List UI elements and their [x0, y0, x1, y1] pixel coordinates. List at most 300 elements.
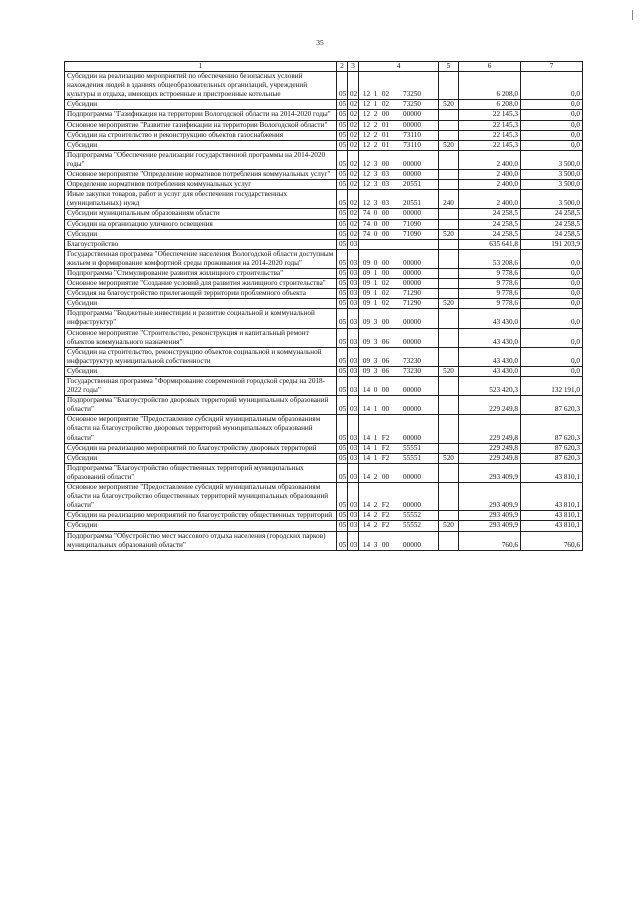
- row-target-code: [359, 309, 439, 328]
- code-part-2: 1: [373, 299, 378, 308]
- code-part-3: F2: [381, 443, 390, 452]
- code-part-3: 00: [381, 318, 390, 327]
- code-part-1: 12: [362, 90, 371, 99]
- row-name: Субсидии: [65, 229, 337, 239]
- row-amount-2019: 9 778,6: [459, 289, 521, 299]
- row-amount-2019: 229 249,8: [459, 396, 521, 415]
- row-expense-type: [439, 249, 459, 268]
- row-section: 05: [337, 268, 348, 278]
- table-row: [65, 443, 583, 453]
- row-expense-type: [439, 328, 459, 347]
- table-row: [65, 453, 583, 463]
- row-subsection: 02: [348, 130, 359, 140]
- code-part-4: 00000: [403, 110, 421, 119]
- code-part-3: 02: [381, 299, 390, 308]
- row-amount-2019: 24 258,5: [459, 219, 521, 229]
- code-part-4: 55552: [403, 511, 421, 520]
- code-part-4: 00000: [403, 120, 421, 129]
- code-part-3: F2: [381, 521, 390, 530]
- code-part-1: 09: [362, 337, 371, 346]
- row-section: 05: [337, 170, 348, 180]
- row-target-code: [359, 229, 439, 239]
- code-part-2: 2: [373, 472, 378, 481]
- code-part-3: 02: [381, 100, 390, 109]
- row-target-code: [359, 289, 439, 299]
- code-part-1: 09: [362, 268, 371, 277]
- code-part-4: 00000: [403, 159, 421, 168]
- code-part-4: 73110: [403, 140, 421, 149]
- row-subsection: 03: [348, 328, 359, 347]
- row-amount-2020: 87 620,3: [521, 415, 583, 443]
- table-row: [65, 268, 583, 278]
- row-target-code: [359, 328, 439, 347]
- row-name: Основное мероприятие "Предоставление субсидий муниципальным образованиям области на благоустройство общественных территорий муниципальных образований области": [65, 483, 337, 511]
- row-name: Субсидии на реализацию мероприятий по благоустройству дворовых территорий: [65, 443, 337, 453]
- row-expense-type: [439, 130, 459, 140]
- row-amount-2019: 9 778,6: [459, 279, 521, 289]
- row-amount-2020: 3 500,0: [521, 180, 583, 190]
- code-part-1: 74: [362, 219, 371, 228]
- row-target-code: [359, 531, 439, 550]
- row-amount-2020: 0,0: [521, 110, 583, 120]
- row-target-code: [359, 396, 439, 415]
- row-subsection: 03: [348, 531, 359, 550]
- row-target-code: [359, 180, 439, 190]
- row-target-code: [359, 521, 439, 531]
- row-amount-2019: 24 258,5: [459, 229, 521, 239]
- row-expense-type: [439, 377, 459, 396]
- code-part-2: 3: [373, 199, 378, 208]
- row-amount-2020: 43 810,1: [521, 521, 583, 531]
- row-name: Основное мероприятие "Строительство, реконструкция и капитальный ремонт объектов коммунального назначения": [65, 328, 337, 347]
- row-expense-type: [439, 219, 459, 229]
- row-target-code: [359, 120, 439, 130]
- row-expense-type: 240: [439, 190, 459, 209]
- code-part-4: 73230: [403, 356, 421, 365]
- code-part-3: 02: [381, 289, 390, 298]
- row-subsection: 03: [348, 347, 359, 366]
- row-section: 05: [337, 366, 348, 376]
- row-amount-2020: 43 810,1: [521, 483, 583, 511]
- row-amount-2019: 760,6: [459, 531, 521, 550]
- code-part-2: 1: [373, 100, 378, 109]
- row-target-code: [359, 443, 439, 453]
- row-name: Основное мероприятие "Определение нормативов потребления коммунальных услуг": [65, 170, 337, 180]
- row-expense-type: [439, 120, 459, 130]
- code-part-4: 73250: [403, 90, 421, 99]
- code-part-1: 14: [362, 501, 371, 510]
- row-subsection: 02: [348, 150, 359, 169]
- row-target-code: [359, 130, 439, 140]
- row-amount-2019: 22 145,3: [459, 130, 521, 140]
- row-amount-2019: 229 249,8: [459, 415, 521, 443]
- row-name: Субсидии на организацию уличного освещения: [65, 219, 337, 229]
- code-part-4: 00000: [403, 268, 421, 277]
- table-row: [65, 170, 583, 180]
- row-name: Подпрограмма "Благоустройство дворовых территорий муниципальных образований области": [65, 396, 337, 415]
- code-part-4: 73110: [403, 130, 421, 139]
- row-subsection: 03: [348, 366, 359, 376]
- table-row: [65, 279, 583, 289]
- code-part-1: 09: [362, 318, 371, 327]
- row-target-code: [359, 190, 439, 209]
- row-amount-2020: 0,0: [521, 249, 583, 268]
- row-amount-2020: 0,0: [521, 140, 583, 150]
- code-part-3: F2: [381, 501, 390, 510]
- row-target-code: [359, 140, 439, 150]
- code-part-1: 14: [362, 511, 371, 520]
- code-part-2: 1: [373, 443, 378, 452]
- row-name: Благоустройство: [65, 239, 337, 249]
- row-amount-2019: 293 409,9: [459, 463, 521, 482]
- row-target-code: [359, 100, 439, 110]
- code-part-3: 00: [381, 268, 390, 277]
- code-part-2: 1: [373, 433, 378, 442]
- row-subsection: 03: [348, 249, 359, 268]
- row-name: Субсидии: [65, 366, 337, 376]
- row-amount-2020: 0,0: [521, 347, 583, 366]
- table-row: [65, 309, 583, 328]
- row-subsection: 02: [348, 120, 359, 130]
- row-amount-2019: 9 778,6: [459, 299, 521, 309]
- column-header-4: 4: [359, 62, 439, 72]
- table-row: [65, 463, 583, 482]
- row-section: 05: [337, 72, 348, 100]
- code-part-4: 00000: [403, 318, 421, 327]
- code-part-4: 55552: [403, 521, 421, 530]
- row-amount-2019: 229 249,8: [459, 453, 521, 463]
- code-part-2: 3: [373, 540, 378, 549]
- code-part-3: 03: [381, 199, 390, 208]
- table-row: [65, 140, 583, 150]
- row-section: 05: [337, 377, 348, 396]
- code-part-1: 14: [362, 472, 371, 481]
- table-row: [65, 249, 583, 268]
- row-name: Подпрограмма "Благоустройство общественных территорий муниципальных образований области": [65, 463, 337, 482]
- code-part-1: 12: [362, 180, 371, 189]
- row-target-code: [359, 72, 439, 100]
- row-amount-2019: 9 778,6: [459, 268, 521, 278]
- code-part-1: 14: [362, 453, 371, 462]
- row-name: Субсидия на благоустройство прилегающей территории проблемного объекта: [65, 289, 337, 299]
- table-row: [65, 328, 583, 347]
- table-row: [65, 72, 583, 100]
- code-part-2: 1: [373, 289, 378, 298]
- row-name: Государственная программа "Формирование современной городской среды на 2018-2022 годы": [65, 377, 337, 396]
- table-row: [65, 531, 583, 550]
- row-target-code: [359, 239, 439, 249]
- row-section: 05: [337, 110, 348, 120]
- code-part-4: 73230: [403, 366, 421, 375]
- row-target-code: [359, 347, 439, 366]
- code-part-2: 2: [373, 501, 378, 510]
- code-part-2: 2: [373, 511, 378, 520]
- row-amount-2020: 191 203,9: [521, 239, 583, 249]
- row-amount-2020: 3 500,0: [521, 190, 583, 209]
- row-expense-type: [439, 511, 459, 521]
- row-section: 05: [337, 279, 348, 289]
- row-amount-2019: 293 409,9: [459, 521, 521, 531]
- code-part-1: 09: [362, 299, 371, 308]
- row-expense-type: [439, 531, 459, 550]
- row-name: Подпрограмма "Стимулирование развития жилищного строительства": [65, 268, 337, 278]
- code-part-1: 14: [362, 433, 371, 442]
- code-part-1: 12: [362, 140, 371, 149]
- code-part-4: 71090: [403, 219, 421, 228]
- row-section: 05: [337, 521, 348, 531]
- row-subsection: 03: [348, 521, 359, 531]
- row-section: 05: [337, 415, 348, 443]
- code-part-1: 12: [362, 100, 371, 109]
- row-name: Основное мероприятие "Создание условий для развития жилищного строительства": [65, 279, 337, 289]
- row-expense-type: [439, 180, 459, 190]
- row-name: Субсидии на реализацию мероприятий по обеспечению безопасных условий нахождения людей в зданиях общеобразовательных организаций, учреждений культуры и отдыха, имеющих встроенные и пристроенные котельные: [65, 72, 337, 100]
- code-part-3: 06: [381, 356, 390, 365]
- code-part-2: 1: [373, 405, 378, 414]
- code-part-2: 3: [373, 337, 378, 346]
- row-name: Субсидии: [65, 299, 337, 309]
- row-section: 05: [337, 239, 348, 249]
- row-subsection: 03: [348, 239, 359, 249]
- row-subsection: 03: [348, 289, 359, 299]
- table-row: [65, 180, 583, 190]
- code-part-2: 3: [373, 366, 378, 375]
- row-amount-2020: 0,0: [521, 279, 583, 289]
- row-expense-type: [439, 239, 459, 249]
- code-part-3: 00: [381, 110, 390, 119]
- code-part-4: 73250: [403, 100, 421, 109]
- row-name: Субсидии на строительство и реконструкцию объектов газоснабжения: [65, 130, 337, 140]
- code-part-1: 74: [362, 209, 371, 218]
- row-name: Субсидии на реализацию мероприятий по благоустройству общественных территорий: [65, 511, 337, 521]
- row-amount-2019: 22 145,3: [459, 120, 521, 130]
- row-subsection: 03: [348, 309, 359, 328]
- code-part-2: 0: [373, 219, 378, 228]
- code-part-2: 0: [373, 386, 378, 395]
- row-amount-2020: 0,0: [521, 328, 583, 347]
- row-amount-2019: 6 208,0: [459, 100, 521, 110]
- code-part-3: 00: [381, 386, 390, 395]
- row-section: 05: [337, 309, 348, 328]
- row-section: 05: [337, 511, 348, 521]
- code-part-3: 00: [381, 229, 390, 238]
- code-part-2: 1: [373, 268, 378, 277]
- row-target-code: [359, 209, 439, 219]
- row-amount-2020: 3 500,0: [521, 170, 583, 180]
- code-part-1: 12: [362, 110, 371, 119]
- row-section: 05: [337, 483, 348, 511]
- code-part-1: 12: [362, 170, 371, 179]
- row-section: 05: [337, 453, 348, 463]
- row-target-code: [359, 366, 439, 376]
- code-part-4: 20551: [403, 199, 421, 208]
- code-part-1: 14: [362, 405, 371, 414]
- row-subsection: 02: [348, 110, 359, 120]
- row-name: Подпрограмма "Обеспечение реализации государственной программы на 2014-2020 годы": [65, 150, 337, 169]
- code-part-3: 00: [381, 472, 390, 481]
- row-subsection: 02: [348, 100, 359, 110]
- row-name: Подпрограмма "Бюджетные инвестиции и развитие социальной и коммунальной инфраструктур": [65, 309, 337, 328]
- row-expense-type: [439, 309, 459, 328]
- row-subsection: 02: [348, 140, 359, 150]
- code-part-3: F2: [381, 453, 390, 462]
- row-amount-2020: 0,0: [521, 289, 583, 299]
- table-row: [65, 377, 583, 396]
- code-part-4: 71290: [403, 289, 421, 298]
- row-target-code: [359, 150, 439, 169]
- row-section: 05: [337, 190, 348, 209]
- row-expense-type: 520: [439, 140, 459, 150]
- code-part-4: 00000: [403, 258, 421, 267]
- table-row: [65, 110, 583, 120]
- row-expense-type: [439, 415, 459, 443]
- code-part-2: 3: [373, 170, 378, 179]
- row-amount-2019: 523 420,3: [459, 377, 521, 396]
- row-amount-2020: 0,0: [521, 366, 583, 376]
- code-part-3: 03: [381, 180, 390, 189]
- code-part-2: 3: [373, 356, 378, 365]
- row-amount-2020: 0,0: [521, 72, 583, 100]
- code-part-1: 12: [362, 120, 371, 129]
- row-amount-2020: 87 620,3: [521, 396, 583, 415]
- row-expense-type: [439, 110, 459, 120]
- row-expense-type: 520: [439, 299, 459, 309]
- row-subsection: 03: [348, 279, 359, 289]
- row-name: Основное мероприятие "Предоставление субсидий муниципальным образованиям области на благоустройство дворовых территорий муниципальных образований области": [65, 415, 337, 443]
- row-amount-2019: 43 430,0: [459, 328, 521, 347]
- row-expense-type: 520: [439, 521, 459, 531]
- table-row: [65, 521, 583, 531]
- row-amount-2020: 24 258,5: [521, 219, 583, 229]
- code-part-4: 00000: [403, 279, 421, 288]
- row-amount-2020: 24 258,5: [521, 229, 583, 239]
- code-part-3: 03: [381, 170, 390, 179]
- code-part-2: 0: [373, 258, 378, 267]
- column-header-1: 1: [65, 62, 337, 72]
- row-target-code: [359, 511, 439, 521]
- row-section: 05: [337, 100, 348, 110]
- code-part-1: 09: [362, 356, 371, 365]
- table-row: [65, 120, 583, 130]
- column-header-3: 3: [348, 62, 359, 72]
- code-part-3: 01: [381, 130, 390, 139]
- row-amount-2019: 43 430,0: [459, 366, 521, 376]
- row-name: Определение нормативов потребления коммунальных услуг: [65, 180, 337, 190]
- code-part-1: 12: [362, 199, 371, 208]
- row-expense-type: [439, 150, 459, 169]
- code-part-2: 2: [373, 140, 378, 149]
- code-part-2: 2: [373, 120, 378, 129]
- row-name: Субсидии: [65, 140, 337, 150]
- row-amount-2020: 0,0: [521, 309, 583, 328]
- code-part-1: 14: [362, 443, 371, 452]
- row-target-code: [359, 279, 439, 289]
- code-part-4: 00000: [403, 540, 421, 549]
- table-row: [65, 483, 583, 511]
- code-part-2: 3: [373, 180, 378, 189]
- code-part-3: F2: [381, 511, 390, 520]
- row-amount-2019: 43 430,0: [459, 309, 521, 328]
- row-amount-2020: 24 258,5: [521, 209, 583, 219]
- table-body: [65, 72, 583, 551]
- table-row: [65, 511, 583, 521]
- row-section: 05: [337, 229, 348, 239]
- scan-mark: [632, 10, 633, 20]
- row-target-code: [359, 268, 439, 278]
- code-part-1: 09: [362, 366, 371, 375]
- row-expense-type: 520: [439, 453, 459, 463]
- row-section: 05: [337, 396, 348, 415]
- code-part-3: 00: [381, 209, 390, 218]
- row-amount-2019: 22 145,3: [459, 140, 521, 150]
- row-subsection: 02: [348, 219, 359, 229]
- code-part-1: 12: [362, 130, 371, 139]
- table-header-row: [65, 62, 583, 72]
- row-expense-type: [439, 289, 459, 299]
- row-expense-type: [439, 268, 459, 278]
- row-amount-2019: 2 400,0: [459, 180, 521, 190]
- code-part-3: 00: [381, 540, 390, 549]
- row-target-code: [359, 415, 439, 443]
- code-part-4: 71290: [403, 299, 421, 308]
- table-row: [65, 289, 583, 299]
- row-section: 05: [337, 328, 348, 347]
- row-expense-type: [439, 443, 459, 453]
- code-part-2: 1: [373, 279, 378, 288]
- row-section: 05: [337, 130, 348, 140]
- row-expense-type: 520: [439, 366, 459, 376]
- row-subsection: 03: [348, 453, 359, 463]
- row-name: Государственная программа "Обеспечение населения Вологодской области доступным жильем и формирование комфортной среды проживания на 2014-2020 годы": [65, 249, 337, 268]
- table-row: [65, 209, 583, 219]
- row-section: 05: [337, 209, 348, 219]
- row-section: 05: [337, 150, 348, 169]
- row-name: Субсидии муниципальным образованиям области: [65, 209, 337, 219]
- row-target-code: [359, 219, 439, 229]
- code-part-4: 00000: [403, 433, 421, 442]
- row-target-code: [359, 377, 439, 396]
- row-amount-2020: 760,6: [521, 531, 583, 550]
- row-amount-2020: 43 810,1: [521, 463, 583, 482]
- table-row: [65, 229, 583, 239]
- row-expense-type: [439, 209, 459, 219]
- row-subsection: 02: [348, 190, 359, 209]
- code-part-1: 09: [362, 258, 371, 267]
- code-part-2: 3: [373, 159, 378, 168]
- row-subsection: 03: [348, 396, 359, 415]
- row-expense-type: [439, 396, 459, 415]
- row-amount-2019: 2 400,0: [459, 150, 521, 169]
- row-section: 05: [337, 463, 348, 482]
- row-amount-2019: 43 430,0: [459, 347, 521, 366]
- row-name: Основное мероприятие "Развитие газификации на территории Вологодской области": [65, 120, 337, 130]
- row-amount-2019: 293 409,9: [459, 483, 521, 511]
- row-target-code: [359, 463, 439, 482]
- table-row: [65, 239, 583, 249]
- code-part-3: 01: [381, 140, 390, 149]
- row-expense-type: [439, 483, 459, 511]
- code-part-3: 06: [381, 366, 390, 375]
- code-part-3: 06: [381, 337, 390, 346]
- row-amount-2020: 132 191,0: [521, 377, 583, 396]
- row-subsection: 03: [348, 483, 359, 511]
- code-part-4: 00000: [403, 472, 421, 481]
- column-header-6: 6: [459, 62, 521, 72]
- code-part-3: 00: [381, 405, 390, 414]
- row-expense-type: [439, 463, 459, 482]
- row-target-code: [359, 110, 439, 120]
- code-part-4: 55551: [403, 453, 421, 462]
